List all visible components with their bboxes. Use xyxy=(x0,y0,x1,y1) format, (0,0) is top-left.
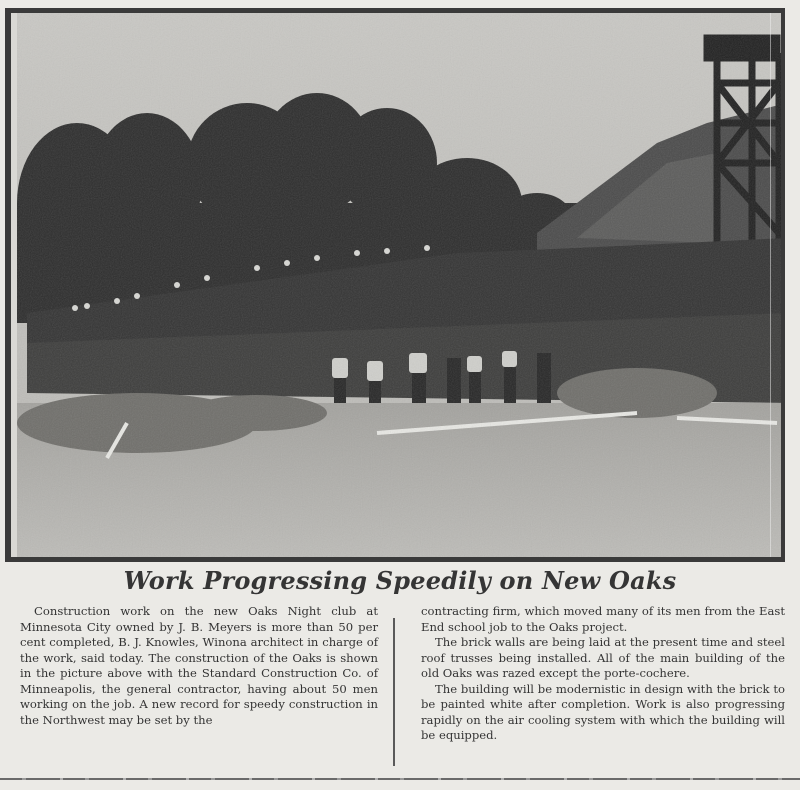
bottom-rule xyxy=(0,778,800,780)
article-column-right xyxy=(421,604,785,744)
photo-frame xyxy=(5,8,785,562)
article-column-left xyxy=(20,604,378,728)
column-divider xyxy=(393,618,395,766)
halftone-photo-icon xyxy=(17,13,781,557)
paragraph: The building will be modernistic in design with the brick to be painted white after completion. Work is also progressing rapidly on the air cooling system with which the building will be equipped. xyxy=(421,681,785,742)
paragraph: Construction work on the new Oaks Night club at Minnesota City owned by J. B. Meyers is more than 50 per cent completed, B. J. Knowles, Winona architect in charge of the work, said today. The construction of the Oaks is shown in the picture above with the Standard Construction Co. of Minneapolis, the general contractor, having about 50 men working on the job. A new record for speedy construction in the Northwest may be set by the xyxy=(20,604,378,727)
headline: Work Progressing Speedily on New Oaks xyxy=(123,566,677,595)
paragraph: The brick walls are being laid at the present time and steel roof trusses being installed. All of the main building of the old Oaks was razed except the porte-cochere. xyxy=(421,635,785,680)
construction-photo xyxy=(17,13,781,557)
paragraph: contracting firm, which moved many of its men from the East End school job to the Oaks project. xyxy=(421,604,785,634)
article-body xyxy=(0,604,800,776)
frame-inner-rule xyxy=(770,13,771,557)
